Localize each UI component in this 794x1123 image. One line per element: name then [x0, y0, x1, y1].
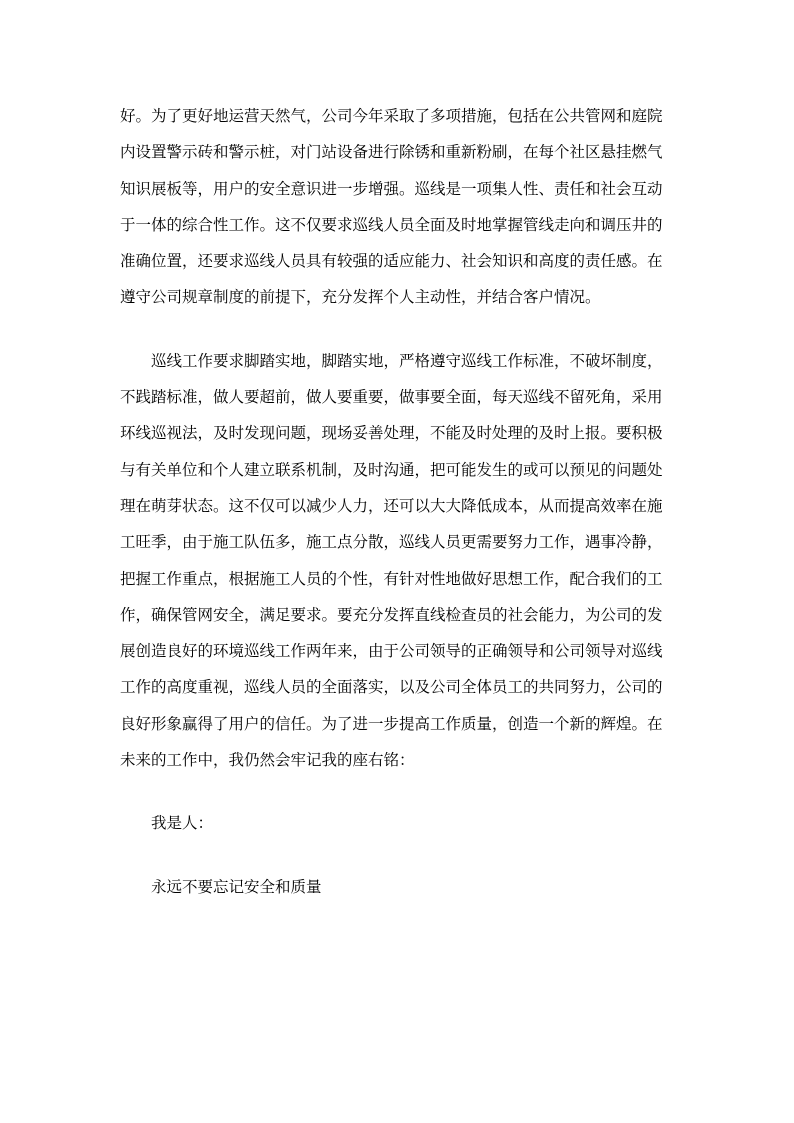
- paragraph-gap: [120, 778, 680, 805]
- text-line: 展创造良好的环境巡线工作两年来，由于公司领导的正确领导和公司领导对巡线: [120, 642, 663, 661]
- text-line: 环线巡视法，及时发现问题，现场妥善处理，不能及时处理的及时上报。要积极: [120, 424, 663, 443]
- text-line: 遵守公司规章制度的前提下，充分发挥个人主动性，并结合客户情况。: [120, 288, 601, 307]
- text-line: 于一体的综合性工作。这不仅要求巡线人员全面及时地掌握管线走向和调压井的: [120, 215, 663, 234]
- text-line: 工作的高度重视，巡线人员的全面落实，以及公司全体员工的共同努力，公司的: [120, 678, 663, 697]
- text-line: 不践踏标准，做人要超前，做人要重要，做事要全面，每天巡线不留死角，采用: [120, 388, 663, 407]
- document-body: [120, 98, 680, 905]
- text-line: 永远不要忘记安全和质量: [151, 877, 322, 896]
- text-line: 作，确保管网安全，满足要求。要充分发挥直线检查员的社会能力，为公司的发: [120, 605, 663, 624]
- text-line: 准确位置，还要求巡线人员具有较强的适应能力、社会知识和高度的责任感。在: [120, 252, 663, 271]
- text-line: 与有关单位和个人建立联系机制，及时沟通，把可能发生的或可以预见的问题处: [120, 460, 663, 479]
- paragraph-1: [120, 98, 680, 316]
- text-line: 知识展板等，用户的安全意识进一步增强。巡线是一项集人性、责任和社会互动: [120, 179, 663, 198]
- text-line: 巡线工作要求脚踏实地，脚踏实地，严格遵守巡线工作标准，不破坏制度，: [151, 351, 663, 370]
- text-line: 好。为了更好地运营天然气，公司今年采取了多项措施，包括在公共管网和庭院: [120, 107, 663, 125]
- text-line: 良好形象赢得了用户的信任。为了进一步提高工作质量，创造一个新的辉煌。在: [120, 714, 663, 733]
- text-line: 理在萌芽状态。这不仅可以减少人力，还可以大大降低成本，从而提高效率在施: [120, 496, 663, 515]
- text-line: 把握工作重点，根据施工人员的个性，有针对性地做好思想工作，配合我们的工: [120, 569, 663, 588]
- paragraph-gap: [120, 842, 680, 869]
- text-line: 未来的工作中，我仍然会牢记我的座右铭：: [120, 751, 415, 770]
- paragraph-2: [120, 343, 680, 779]
- text-line: 我是人：: [151, 814, 214, 833]
- paragraph-3: [120, 805, 680, 841]
- paragraph-gap: [120, 316, 680, 343]
- text-line: 内设置警示砖和警示桩，对门站设备进行除锈和重新粉刷，在每个社区悬挂燃气: [120, 143, 663, 162]
- text-line: 工旺季，由于施工队伍多，施工点分散，巡线人员更需要努力工作，遇事冷静，: [120, 533, 663, 552]
- paragraph-4: [120, 869, 680, 905]
